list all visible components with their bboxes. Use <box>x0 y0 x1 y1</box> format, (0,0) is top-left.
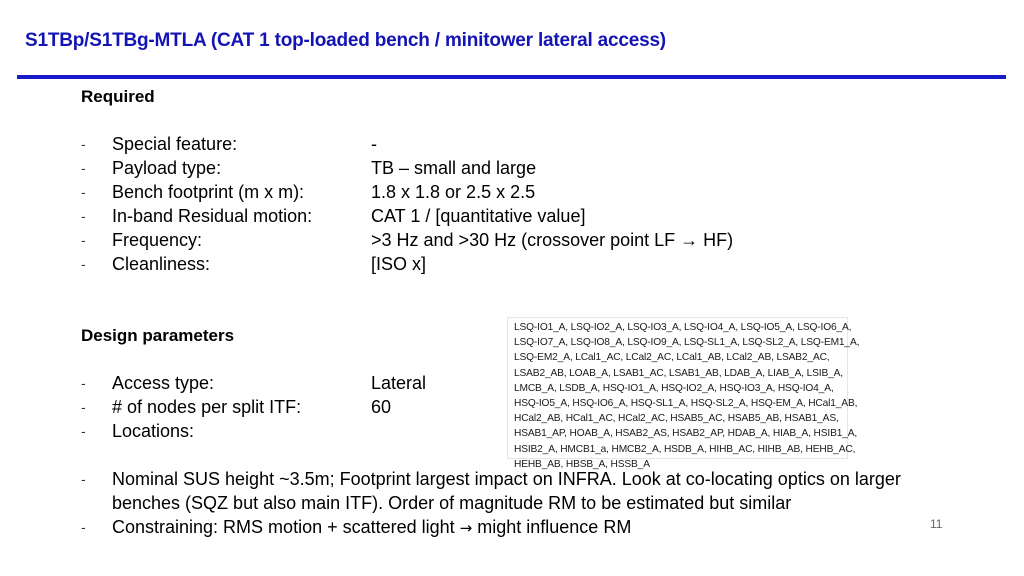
locations-line: LMCB_A, LSDB_A, HSQ-IO1_A, HSQ-IO2_A, HSQ-IO3_A, HSQ-IO4_A, <box>514 382 834 394</box>
item-value: TB – small and large <box>371 158 537 178</box>
item-label: In-band Residual motion: <box>112 206 313 226</box>
item-label: # of nodes per split ITF: <box>112 397 302 417</box>
notes-list <box>81 467 911 540</box>
bullet-dash: - <box>81 160 86 176</box>
bullet-dash: - <box>81 208 86 224</box>
locations-line: HSQ-IO5_A, HSQ-IO6_A, HSQ-SL1_A, HSQ-SL2_A, HSQ-EM_A, HCal1_AB, <box>514 398 858 410</box>
bullet-dash: - <box>81 256 86 272</box>
bullet-dash: - <box>81 399 86 415</box>
note-text: Nominal SUS height ~3.5m; Footprint largest impact on INFRA. Look at co-locating optics on larger benches (SQZ but also main ITF). Order of magnitude RM to be estimated but similar <box>112 469 901 513</box>
locations-line: LSQ-IO1_A, LSQ-IO2_A, LSQ-IO3_A, LSQ-IO4_A, LSQ-IO5_A, LSQ-IO6_A, <box>514 322 852 333</box>
item-label: Bench footprint (m x m): <box>112 182 305 202</box>
title-rule-divider <box>17 75 1006 79</box>
locations-line: HSIB2_A, HMCB1_a, HMCB2_A, HSDB_A, HIHB_AC, HIHB_AB, HEHB_AC, <box>514 443 856 455</box>
note-item-sus-height <box>81 467 911 515</box>
page-number: 11 <box>930 517 943 531</box>
bullet-dash: - <box>81 232 86 248</box>
locations-line: HCal2_AB, HCal1_AC, HCal2_AC, HSAB5_AC, HSAB5_AB, HSAB1_AS, <box>514 413 839 425</box>
item-label: Special feature: <box>112 134 238 154</box>
locations-line: HEHB_AB, HBSB_A, HSSB_A <box>514 458 650 470</box>
required-heading: Required <box>81 87 155 106</box>
locations-line: HSAB1_AP, HOAB_A, HSAB2_AS, HSAB2_AP, HDAB_A, HIAB_A, HSIB1_A, <box>514 428 858 440</box>
item-value: - <box>371 134 377 154</box>
slide-title: S1TBp/S1TBg-MTLA (CAT 1 top-loaded bench / minitower lateral access) <box>25 30 666 51</box>
design-heading: Design parameters <box>81 326 235 345</box>
note-text: Constraining: RMS motion + scattered light <box>112 517 460 537</box>
item-value: 1.8 x 1.8 or 2.5 x 2.5 <box>371 182 536 202</box>
item-value: [ISO x] <box>371 254 427 274</box>
item-value: 60 <box>371 397 392 417</box>
item-label: Cleanliness: <box>112 254 211 274</box>
locations-line: LSQ-EM2_A, LCal1_AC, LCal2_AC, LCal1_AB, LCal2_AB, LSAB2_AC, <box>514 352 830 364</box>
item-value: Lateral <box>371 373 427 393</box>
item-label: Access type: <box>112 373 215 393</box>
locations-image-box <box>507 317 860 470</box>
note-item-constraining <box>81 515 911 540</box>
item-value: CAT 1 / [quantitative value] <box>371 206 586 226</box>
bullet-dash: - <box>81 423 86 439</box>
item-label: Frequency: <box>112 230 203 250</box>
bullet-dash: - <box>81 184 86 200</box>
item-value: >3 Hz and >30 Hz (crossover point LF → HF) <box>371 230 734 250</box>
locations-line: LSQ-IO7_A, LSQ-IO8_A, LSQ-IO9_A, LSQ-SL1_A, LSQ-SL2_A, LSQ-EM1_A, <box>514 337 860 349</box>
note-text: might influence RM <box>472 517 632 537</box>
bullet-dash: - <box>81 375 86 391</box>
locations-line: LSAB2_AB, LOAB_A, LSAB1_AC, LSAB1_AB, LDAB_A, LIAB_A, LSIB_A, <box>514 367 843 379</box>
right-arrow-icon: → <box>459 519 473 537</box>
bullet-dash: - <box>81 471 86 487</box>
item-label: Locations: <box>112 421 195 441</box>
bullet-dash: - <box>81 519 86 535</box>
bullet-dash: - <box>81 136 86 152</box>
item-label: Payload type: <box>112 158 222 178</box>
